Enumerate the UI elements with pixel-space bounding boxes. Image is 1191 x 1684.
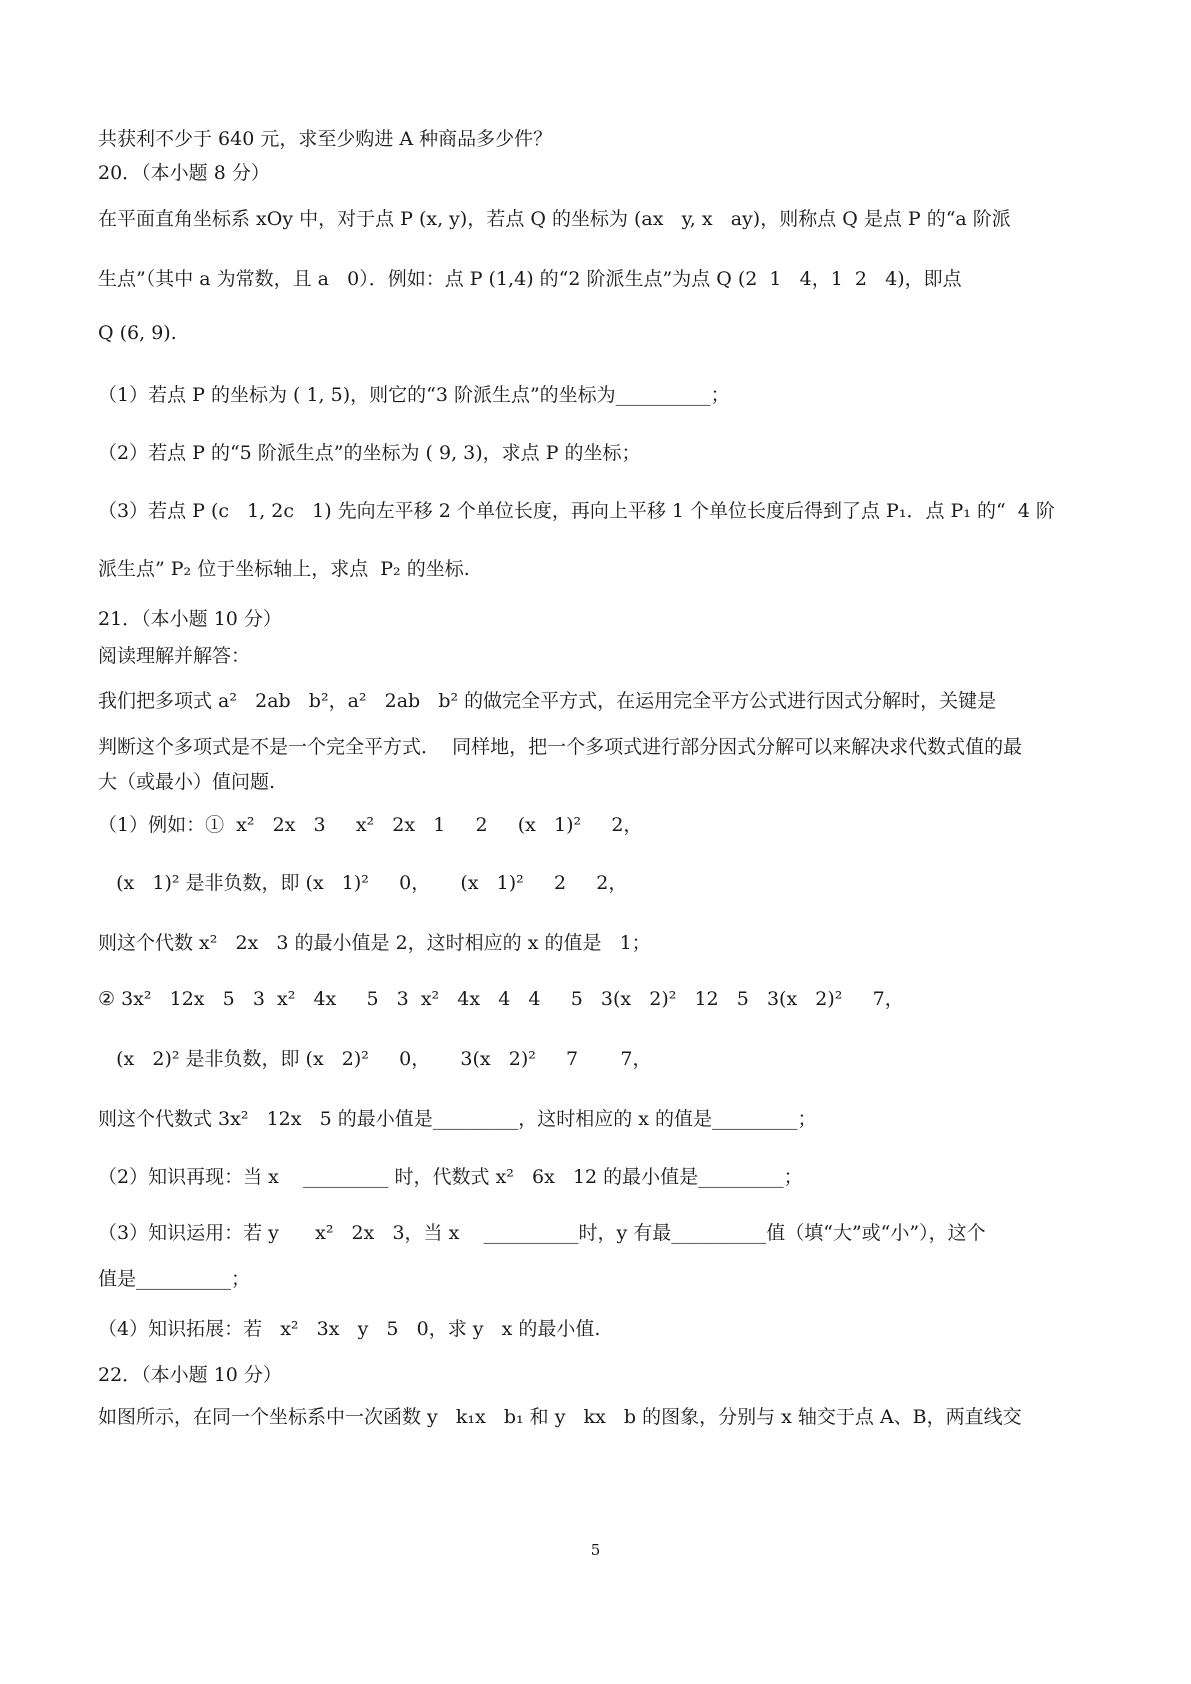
question-20-part-2: （2）若点 P 的“5 阶派生点”的坐标为 ( 9, 3)，求点 P 的坐标； — [98, 442, 641, 464]
text-line-17: 则这个代数 x² 2x 3 的最小值是 2，这时相应的 x 的值是 1； — [98, 932, 651, 954]
text-line-14: 大（或最小）值问题. — [98, 771, 276, 793]
question-20-part-1: （1）若点 P 的坐标为 ( 1, 5)，则它的“3 阶派生点”的坐标为__________； — [98, 384, 730, 406]
page-number: 5 — [590, 1541, 601, 1559]
question-21-heading: 21．（本小题 10 分） — [98, 608, 282, 630]
question-22-heading: 22．（本小题 10 分） — [98, 1364, 282, 1386]
text-line-12: 我们把多项式 a² 2ab b²，a² 2ab b² 的做完全平方式，在运用完全平方公式进行因式分解时，关键是 — [98, 690, 997, 712]
text-line-20: 则这个代数式 3x² 12x 5 的最小值是_________，这时相应的 x 的值是_________； — [98, 1108, 817, 1130]
text-line-23: 值是__________； — [98, 1268, 251, 1290]
text-line-1: 共获利不少于 640 元，求至少购进 A 种商品多少件？ — [98, 128, 553, 150]
text-line-18: ② 3x² 12x 5 3 x² 4x 5 3 x² 4x 4 4 5 3(x 2)² 12 5 3(x 2)² 7， — [98, 988, 904, 1010]
question-20-part-3: （3）若点 P (c 1, 2c 1) 先向左平移 2 个单位长度，再向上平移 1 个单位长度后得到了点 P₁．点 P₁ 的“ 4 阶 — [98, 500, 1055, 522]
text-line-19: (x 2)² 是非负数，即 (x 2)² 0， 3(x 2)² 7 7， — [98, 1048, 652, 1070]
text-line-5: Q (6, 9). — [98, 322, 177, 344]
text-line-3: 在平面直角坐标系 xOy 中，对于点 P (x, y)，若点 Q 的坐标为 (ax y, x ay)，则称点 Q 是点 P 的“a 阶派 — [98, 208, 1011, 230]
text-line-9: 派生点” P₂ 位于坐标轴上，求点 P₂ 的坐标. — [98, 558, 470, 580]
text-line-13: 判断这个多项式是不是一个完全平方式． 同样地，把一个多项式进行部分因式分解可以来解决求代数式值的最 — [98, 736, 1023, 758]
question-21-part-3: （3）知识运用：若 y x² 2x 3，当 x __________时，y 有最__________值（填“大”或“小”），这个 — [98, 1222, 986, 1244]
question-21-part-1: （1）例如：① x² 2x 3 x² 2x 1 2 (x 1)² 2， — [98, 814, 643, 836]
question-21-part-2: （2）知识再现：当 x _________ 时，代数式 x² 6x 12 的最小值是_________； — [98, 1166, 803, 1188]
question-20-heading: 20．（本小题 8 分） — [98, 162, 270, 184]
text-line-16: (x 1)² 是非负数，即 (x 1)² 0， (x 1)² 2 2， — [98, 872, 628, 894]
text-line-11: 阅读理解并解答： — [98, 645, 251, 667]
text-line-4: 生点”（其中 a 为常数，且 a 0）．例如：点 P (1,4) 的“2 阶派生点”为点 Q (2 1 4，1 2 4)，即点 — [98, 268, 962, 290]
question-21-part-4: （4）知识拓展：若 x² 3x y 5 0，求 y x 的最小值. — [98, 1318, 601, 1340]
text-line-26: 如图所示，在同一个坐标系中一次函数 y k₁x b₁ 和 y kx b 的图象，分别与 x 轴交于点 A、B，两直线交 — [98, 1406, 1022, 1428]
